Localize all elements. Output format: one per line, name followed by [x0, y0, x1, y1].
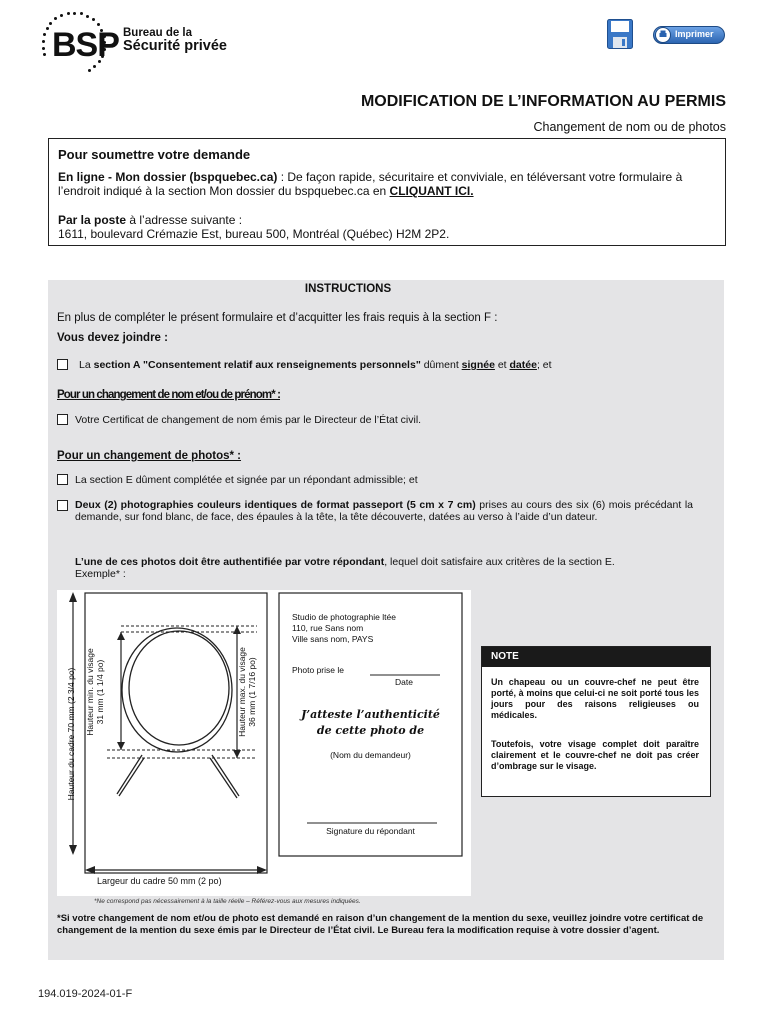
logo-dot: [67, 12, 70, 15]
back-studio-info: [292, 612, 462, 645]
logo-dot: [88, 69, 91, 72]
name-certificate-text: Votre Certificat de changement de nom émis par le Directeur de l’État civil.: [75, 414, 422, 426]
back-studio-line1: Studio de photographie ltée: [292, 612, 396, 622]
min-face-label: [85, 632, 105, 752]
example-label: Exemple* :: [75, 568, 126, 580]
back-photo-taken: Photo prise le: [292, 665, 344, 675]
logo-dot: [42, 40, 45, 43]
section-a-checkbox[interactable]: [57, 359, 68, 370]
max-face-line1: Hauteur max. du visage: [237, 647, 247, 737]
document-number: 194.019-2024-01-F: [38, 988, 133, 1000]
photo-change-heading: Pour un changement de photos* :: [57, 450, 242, 462]
section-a-dated: datée: [509, 359, 537, 371]
section-a-signed: signée: [461, 359, 495, 371]
section-a-mid: dûment: [420, 359, 462, 371]
logo-dot: [54, 17, 57, 20]
online-text: : De façon rapide, sécuritaire et conviviale, en téléversant votre formulaire à l’endroit indiqué à la section Mon dossier du bspquebec.ca en: [58, 170, 683, 198]
logo-dot: [86, 15, 89, 18]
page-title: MODIFICATION DE L’INFORMATION AU PERMIS: [360, 93, 726, 110]
logo-line1: Bureau de la: [123, 27, 193, 39]
max-face-line2: 36 mm (1 7/16 po): [247, 657, 257, 727]
logo-dot: [46, 27, 49, 30]
click-here-link[interactable]: CLIQUANT ICI.: [389, 184, 474, 198]
logo-text: [123, 27, 227, 53]
logo-dot: [60, 14, 63, 17]
gender-change-footnote: *Si votre changement de nom et/ou de photo est demandé en raison d’un changement de la mention du sexe, veuillez joindre votre certificat de changement de la mention du sexe émis par le Directeur de l’État civil. Le Bureau fera la modification requise à votre dossier d’agent.: [57, 913, 704, 936]
mail-address: 1611, boulevard Crémazie Est, bureau 500, Montréal (Québec) H2M 2P2.: [58, 227, 450, 241]
section-e-checkbox[interactable]: [57, 474, 68, 485]
mail-text: à l’adresse suivante :: [126, 213, 243, 227]
page-subtitle: Changement de nom ou de photos: [533, 120, 726, 134]
passport-photos-text: [75, 499, 693, 523]
frame-height-label: Hauteur du cadre 70 mm (2 3/4 po): [66, 667, 76, 801]
back-attest-line2: de cette photo de: [316, 724, 425, 737]
note-header: [482, 647, 710, 667]
min-face-line2: 31 mm (1 1/4 po): [95, 659, 105, 725]
passport-photos-checkbox[interactable]: [57, 500, 68, 511]
printer-icon: [653, 25, 673, 45]
print-label: Imprimer: [675, 29, 714, 39]
back-signature-label: Signature du répondant: [326, 826, 415, 836]
back-applicant-name: (Nom du demandeur): [330, 750, 411, 760]
note-box: [481, 646, 711, 797]
min-face-line1: Hauteur min. du visage: [85, 648, 95, 736]
logo-dot: [42, 47, 45, 50]
logo-dot: [93, 65, 96, 68]
online-instructions: [58, 170, 718, 198]
section-a-end: ; et: [536, 359, 552, 371]
passport-photos-detail: prises au cours des six (6) mois précédant la demande, sur fond blanc, de face, des épaules à la tête, la tête découverte, datées au verso à l’aide d’un dateur.: [75, 499, 694, 523]
print-button[interactable]: [653, 25, 725, 45]
floppy-disk-icon[interactable]: [607, 19, 633, 49]
name-certificate-checkbox[interactable]: [57, 414, 68, 425]
back-date-label: Date: [395, 677, 413, 687]
instructions-intro: En plus de compléter le présent formulaire et d’acquitter les frais requis à la section F :: [57, 312, 498, 324]
frame-width-label: Largeur du cadre 50 mm (2 po): [97, 876, 222, 886]
back-studio-line3: Ville sans nom, PAYS: [292, 634, 374, 644]
section-e-text: La section E dûment complétée et signée par un répondant admissible; et: [75, 474, 418, 486]
logo-dot: [43, 53, 46, 56]
photo-example-diagram: [57, 590, 471, 896]
authentication-text: [75, 556, 715, 580]
section-a-bold: section A "Consentement relatif aux renseignements personnels": [93, 359, 421, 371]
name-change-heading: Pour un changement de nom et/ou de prénom* :: [57, 389, 281, 401]
logo-dot: [73, 12, 76, 15]
back-studio-line2: 110, rue Sans nom: [292, 623, 364, 633]
must-attach-label: Vous devez joindre :: [57, 332, 168, 344]
logo-line2: Sécurité privée: [123, 38, 227, 54]
note-paragraph-2: Toutefois, votre visage complet doit paraître clairement et le couvre-chef ne doit pas créer d’ombrage sur le visage.: [491, 739, 699, 771]
max-face-label: [237, 632, 257, 752]
authentication-bold: L’une de ces photos doit être authentifiée par votre répondant: [75, 556, 385, 568]
logo-dot: [49, 22, 52, 25]
note-title: NOTE: [491, 651, 519, 662]
logo-dot: [80, 12, 83, 15]
diagram-disclaimer: *Ne correspond pas nécessairement à la taille réelle – Référez-vous aux mesures indiquées.: [94, 898, 361, 905]
mail-instructions: [58, 213, 718, 241]
back-attest-line1: J’atteste l’authenticité: [301, 708, 440, 721]
instructions-title: INSTRUCTIONS: [304, 283, 392, 295]
section-a-text: [79, 359, 719, 371]
authentication-detail: , lequel doit satisfaire aux critères de la section E.: [384, 556, 615, 568]
submission-heading: Pour soumettre votre demande: [58, 147, 251, 162]
back-attestation: [279, 707, 462, 739]
bsp-logo: [38, 8, 238, 80]
section-a-and: et: [494, 359, 510, 371]
section-a-pre: La: [79, 359, 94, 371]
logo-dot: [92, 18, 95, 21]
logo-dot: [43, 33, 46, 36]
mail-label: Par la poste: [58, 213, 127, 227]
note-paragraph-1: Un chapeau ou un couvre-chef ne peut être porté, à moins que celui-ci ne soit porté tous les jours pour des raisons religieuses ou médicales.: [491, 677, 699, 720]
online-label: En ligne - Mon dossier (bspquebec.ca): [58, 170, 278, 184]
logo-mark: BSP: [52, 26, 119, 64]
passport-photos-bold: Deux (2) photographies couleurs identiques de format passeport (5 cm x 7 cm): [75, 499, 476, 511]
